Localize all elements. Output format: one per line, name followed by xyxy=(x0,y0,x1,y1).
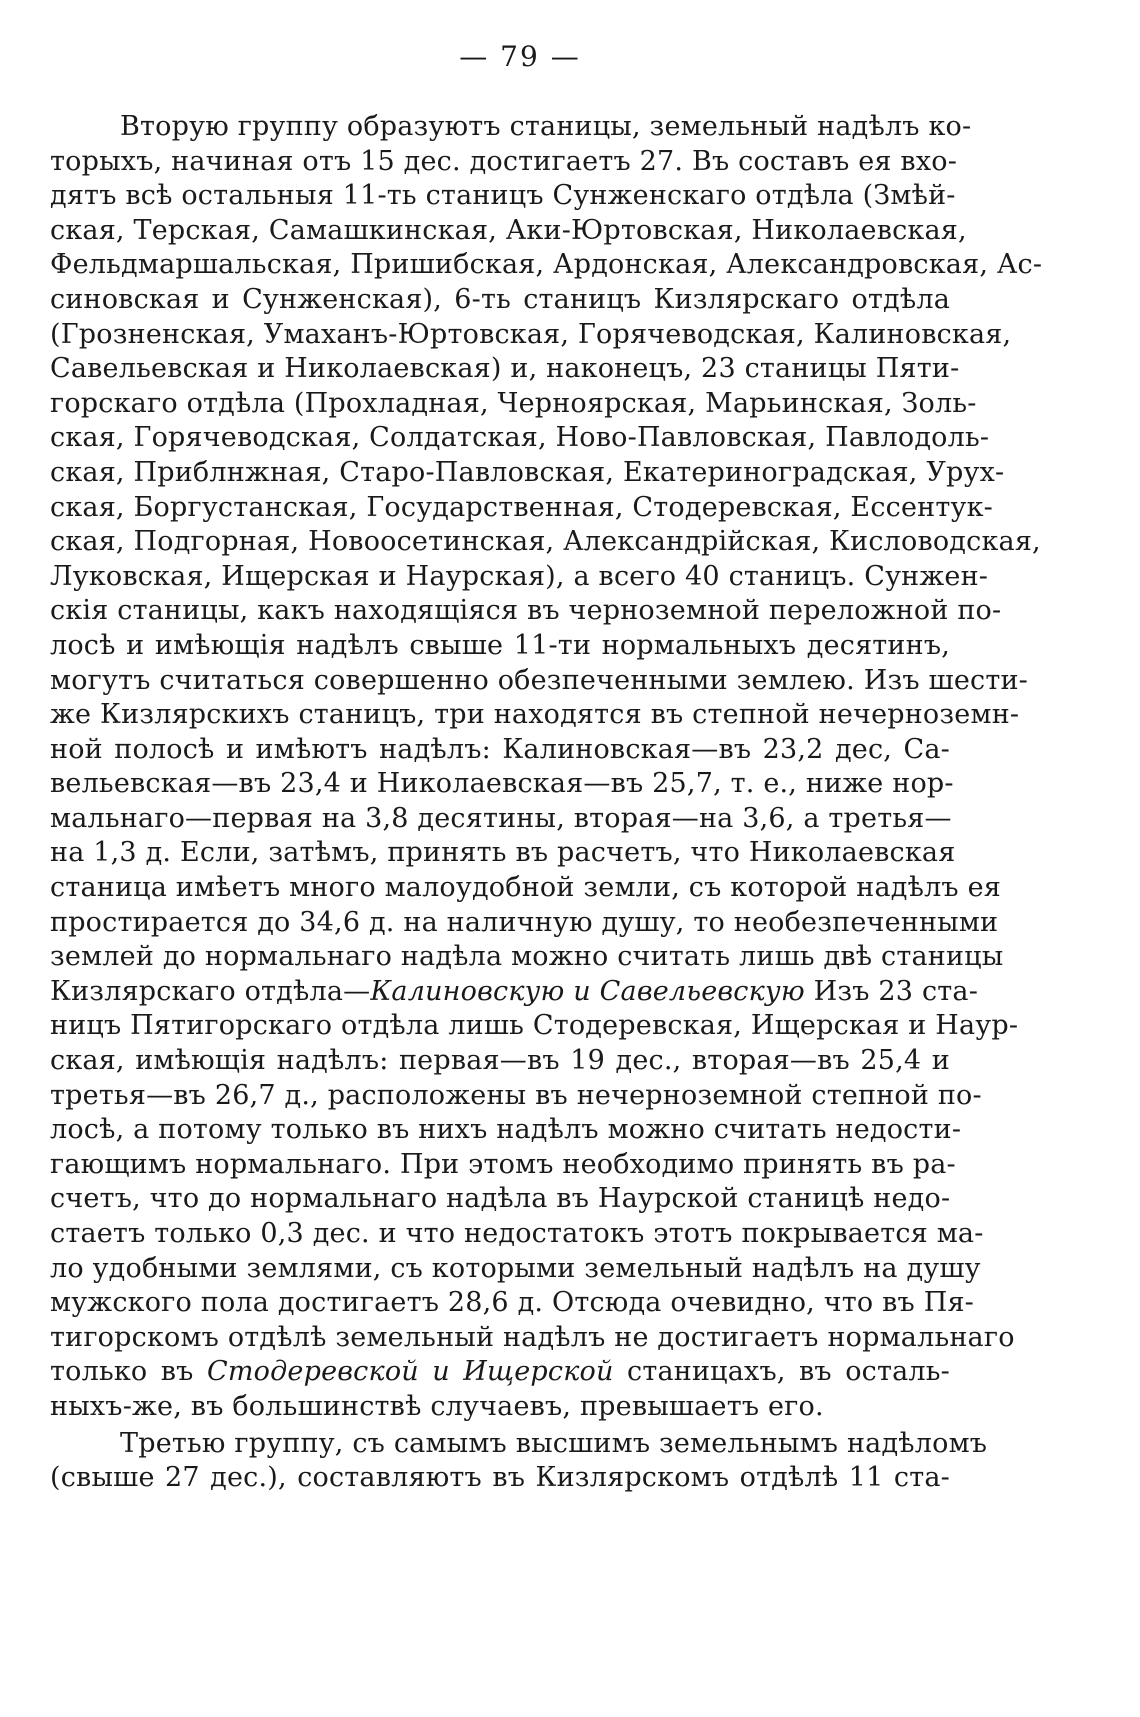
text-run: только въ xyxy=(50,1356,207,1388)
text-line-with-italic xyxy=(50,975,979,1010)
text-line: ной полосѣ и имѣютъ надѣлъ: Калиновская—въ 23,2 дес, Са- xyxy=(50,733,950,765)
text-line: ская, Горячеводская, Солдатская, Ново-Павловская, Павлодоль- xyxy=(50,422,990,454)
italic-text-run: Калиновскую и Савельевскую xyxy=(370,975,805,1007)
italic-text-run: Стодеревской и Ищерской xyxy=(206,1356,614,1388)
text-line: мальнаго—первая на 3,8 десятины, вторая—на 3,6, а третья— xyxy=(50,802,952,834)
text-line: же Кизлярскихъ станицъ, три находятся въ степной нечерноземн- xyxy=(50,699,1020,731)
body-text xyxy=(50,110,1043,1496)
text-run: Кизлярскаго отдѣла— xyxy=(50,975,371,1007)
text-line: гающимъ нормальнаго. При этомъ необходимо принять въ ра- xyxy=(50,1148,956,1180)
paragraph-second-group xyxy=(50,110,1043,1425)
text-line: стаетъ только 0,3 дес. и что недостатокъ этотъ покрывается ма- xyxy=(50,1218,984,1249)
text-line: Савельевская и Николаевская) и, наконецъ, 23 станицы Пяти- xyxy=(50,353,960,385)
text-line: тигорскомъ отдѣлѣ земельный надѣлъ не достигаетъ нормальнаго xyxy=(50,1321,1015,1353)
text-line: лосѣ, а потому только въ нихъ надѣлъ можно считать недости- xyxy=(50,1114,962,1146)
text-line: ская, Подгорная, Новоосетинская, Александрійская, Кисловодская, xyxy=(50,526,1041,558)
text-line: ская, Боргустанская, Государственная, Стодеревская, Ессентук- xyxy=(50,491,993,523)
text-line: дятъ всѣ остальныя 11-ть станицъ Сунженскаго отдѣла (Змѣй- xyxy=(50,180,956,212)
text-line: третья—въ 26,7 д., расположены въ нечерноземной степной по- xyxy=(50,1079,982,1111)
page-number: — 79 — xyxy=(459,40,581,73)
paragraph-third-group xyxy=(50,1427,988,1496)
text-line: ницъ Пятигорскаго отдѣла лишь Стодеревская, Ищерская и Наур- xyxy=(50,1010,1019,1042)
text-line: счетъ, что до нормальнаго надѣла въ Наурской станицѣ недо- xyxy=(50,1183,951,1215)
text-line: Луковская, Ищерская и Наурская), а всего 40 станицъ. Сунжен- xyxy=(50,560,989,592)
text-line: лосѣ и имѣющія надѣлъ свыше 11-ти нормальныхъ десятинъ, xyxy=(50,629,950,661)
text-line: землей до нормальнаго надѣла можно считать лишь двѣ станицы xyxy=(50,941,1004,973)
text-line: ло удобными землями, съ которыми земельный надѣлъ на душу xyxy=(50,1252,981,1284)
text-line: (свыше 27 дес.), составляютъ въ Кизлярскомъ отдѣлѣ 11 ста- xyxy=(50,1462,950,1494)
text-line: могутъ считаться совершенно обезпеченными землею. Изъ шести- xyxy=(50,664,1028,696)
text-line: (Грозненская, Умаханъ-Юртовская, Горячеводская, Калиновская, xyxy=(50,318,1012,350)
text-run: Изъ 23 ста- xyxy=(804,975,979,1007)
text-line: вельевская—въ 23,4 и Николаевская—въ 25,7, т. е., ниже нор- xyxy=(50,768,954,800)
text-line: Фельдмаршальская, Пришибская, Ардонская, Александровская, Ас- xyxy=(50,249,1043,281)
text-line: торыхъ, начиная отъ 15 дес. достигаетъ 27. Въ составъ ея вхо- xyxy=(50,145,958,177)
text-line: ская, Терская, Самашкинская, Аки-Юртовская, Николаевская, xyxy=(50,214,967,246)
text-line: мужского пола достигаетъ 28,6 д. Отсюда очевидно, что въ Пя- xyxy=(50,1287,975,1319)
text-line: ская, Приблнжная, Старо-Павловская, Екатериноградская, Урух- xyxy=(50,456,1005,488)
text-line: простирается до 34,6 д. на наличную душу, то необезпеченными xyxy=(50,906,999,938)
text-line: скія станицы, какъ находящіяся въ черноземной переложной по- xyxy=(50,595,1002,627)
text-line: станица имѣетъ много малоудобной земли, съ которой надѣлъ ея xyxy=(50,872,1002,904)
text-line: ская, имѣющія надѣлъ: первая—въ 19 дес., вторая—въ 25,4 и xyxy=(50,1045,950,1077)
text-line: ныхъ-же, въ большинствѣ случаевъ, превышаетъ его. xyxy=(50,1390,824,1422)
text-line: на 1,3 д. Если, затѣмъ, принять въ расчетъ, что Николаевская xyxy=(50,837,956,869)
text-line: Вторую группу образуютъ станицы, земельный надѣлъ ко- xyxy=(120,111,972,142)
text-line: синовская и Сунженская), 6-ть станицъ Кизлярскаго отдѣла xyxy=(50,283,950,315)
text-run: станицахъ, въ осталь- xyxy=(613,1356,951,1388)
text-line: горскаго отдѣла (Прохладная, Черноярская, Марьинская, Золь- xyxy=(50,387,977,419)
text-line-with-italic xyxy=(50,1355,950,1390)
text-line: Третью группу, съ самымъ высшимъ земельнымъ надѣломъ xyxy=(120,1427,988,1459)
